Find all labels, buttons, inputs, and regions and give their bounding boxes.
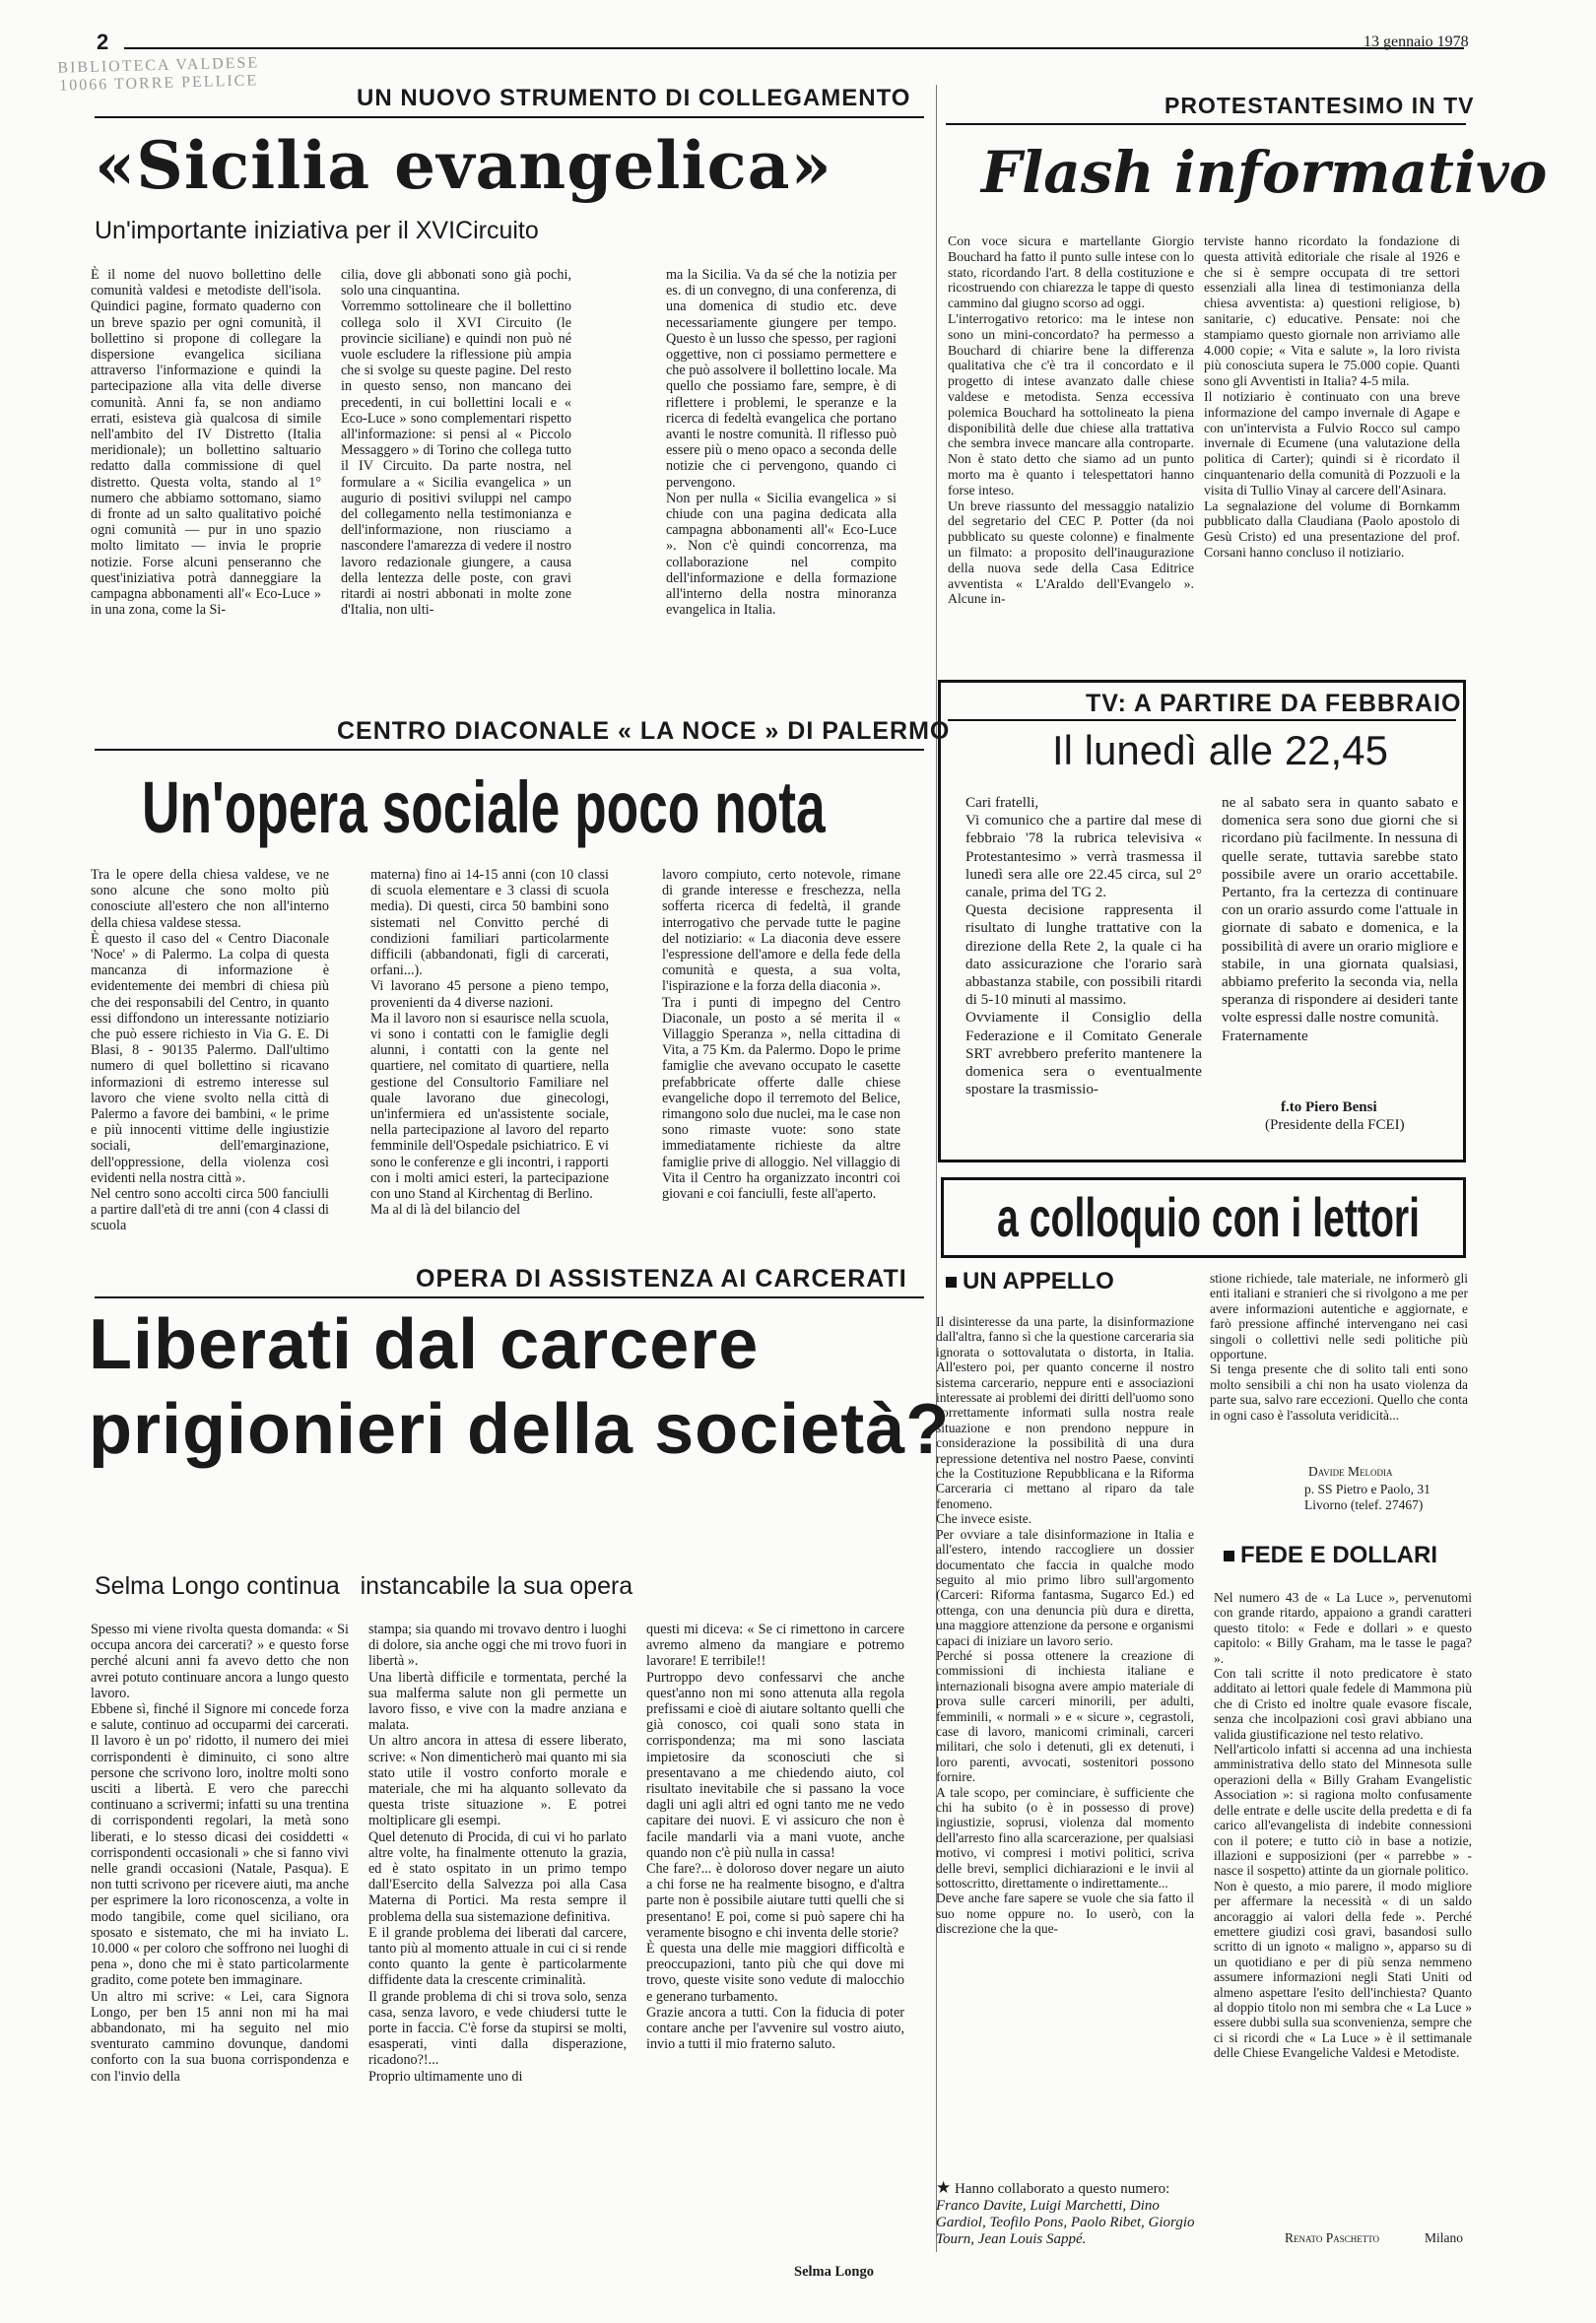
art3-column-1: Cari fratelli, Vi comunico che a partire dal mese di febbraio '78 la rubrica televisiva « Protestantesimo » verrà trasmessa il lunedì sera alle ore 22.45 circa, sul 2° canale, prima del TG 2. Questa decisione rappresenta il risultato di lunghe trattative con la direzione della Rete 2, la quale ci ha dato assicurazione che l'orario sarà abbastanza stabile, con possibili ritardi di 5-10 minuti al massimo. Ovviamente il Consiglio della Federazione e il Comitato Generale SRT avrebbero preferito mantenere la domenica sera o eventualmente spostare la trasmissio- xyxy=(965,794,1202,1098)
art3-signature: f.to Piero Bensi xyxy=(1281,1099,1377,1115)
appello-address-2: Livorno (telef. 27467) xyxy=(1304,1497,1424,1512)
art6-column-1: Spesso mi viene rivolta questa domanda: « Si occupa ancora dei carcerati? » e questo forse perché alcuni anni fa avevo detto che non avrei potuto continuare ancora a lungo questo lavoro. Ebbene sì, finché il Signore mi concede forza e salute, continuo ad occuparmi dei carcerati. Il lavoro è un po' ridotto, il numero dei miei corrispondenti è diminuito, ci sono altre persone che scrivono loro, inoltre molti sono usciti a libertà. E vero che parecchi continuano a scrivermi; infatti su una trentina di corrispondenti regolari, la metà sono liberati, e lo stesso dicasi dei cosiddetti « corrispondenti occasionali » che si fanno vivi nelle grandi occasioni (Natale, Pasqua). E non tutti scrivono per ricevere aiuti, ma anche per esprimere la loro riconoscenza, a volte in modo tangibile, come quel siciliano, ora sposato e sistemato, che mi ha inviato L. 10.000 « per coloro che soffrono nei luoghi di pena », dono che mi è stato particolarmente gradito, come potete ben immaginare. Un altro mi scrive: « Lei, cara Signora Longo, per ben 15 anni non mi ha mai abbandonato, mi ha seguito nel mio sventurato cammino dovunque, dandomi conforto con la sua buona corrispondenza e con l'invio della xyxy=(91,1622,349,2085)
art3-role: (Presidente della FCEI) xyxy=(1265,1117,1405,1133)
page-date: 13 gennaio 1978 xyxy=(1363,33,1469,50)
art6-column-2: stampa; sia quando mi trovavo dentro i luoghi di dolore, sia anche oggi che mi trovo fuori in libertà ». Una libertà difficile e tormentata, perché la sua malferma salute non gli permette un lavoro fisso, e vive con la madre anziana e malata. Un altro ancora in attesa di essere liberato, scrive: « Non dimenticherò mai quanto mi sia stato utile il vostro conforto morale e materiale, che mi ha alquanto sollevato da questa triste situazione ». E potrei moltiplicare gli esempi. Quel detenuto di Procida, di cui vi ho parlato altre volte, ha finalmente ottenuto la grazia, ed è stato ospitato in un primo tempo dall'Esercito della Salvezza poi alla Casa Materna di Portici. Ma resta sempre il problema della sua sistemazione definitiva. E il grande problema dei liberati dal carcere, tanto più al momento attuale in cui ci si rende conto quanto la gente è particolarmente diffidente data la crescente criminalità. Il grande problema di chi si trova solo, senza casa, senza lavoro, e vede chiudersi tutte le porte in faccia. C'è forse da stupirsi se molti, esasperati, vinti dalla disperazione, ricadono?!... Proprio ultimamente uno di xyxy=(368,1622,627,2085)
star-icon: ★ xyxy=(936,2178,952,2197)
appello-address-1: p. SS Pietro e Paolo, 31 xyxy=(1304,1482,1430,1496)
art1-title: «Sicilia evangelica» xyxy=(95,127,832,204)
art4-column-3: lavoro compiuto, certo notevole, rimane di grande interesse e freschezza, nella sofferta ricerca di fedeltà, il grande interrogativo che pervade tutte le pagine del notiziario: « La diaconia deve essere l'espressione dell'amore e della fede della comunità e questa, a sua volta, l'ispirazione e la forza della diaconia ». Tra i punti di impegno del Centro Diaconale, un posto a sé merita il « Villaggio Speranza », nella cittadina di Vita, a 75 Km. da Palermo. Dopo le prime famiglie che avevano occupato le casette prefabbricate offerte dalle chiese evangeliche dopo il terremoto del Belice, rimangono solo due nuclei, ma le case non sono rimaste vuote: sono state immediatamente richieste da altre famiglie prive di alloggio. Nel villaggio di Vita il Centro ha organizzato incontri coi giovani e coi fanciulli, feste all'aperto. xyxy=(662,867,900,1203)
fede-city: Milano xyxy=(1425,2230,1463,2245)
art6-kicker: OPERA DI ASSISTENZA AI CARCERATI xyxy=(416,1265,907,1293)
appello-author: Davide Melodia xyxy=(1308,1464,1393,1479)
art2-kicker: PROTESTANTESIMO IN TV xyxy=(1164,93,1475,118)
appello-column-2: stione richiede, tale materiale, ne informerò gli enti italiani e stranieri che si rivolgono a me per avere informazioni autentiche e aggiornate, e farò pressione affinché intervengano nei casi singoli o collettivi nelle sedi politiche più opportune. Si tenga presente che di solito tali enti sono molto sensibili a chi non ha usato violenza da parte sua, salvo rare eccezioni. Quello che conta in ogni caso è l'assoluta veridicità... xyxy=(1210,1271,1468,1423)
art2-column-1: Con voce sicura e martellante Giorgio Bouchard ha fatto il punto sulle intese con lo stato, ricordando l'art. 8 della costituzione e ricostruendo con chiarezza le tappe di questo cammino dal giugno scorso ad oggi. L'interrogativo retorico: ma le intese non sono un mini-concordato? ha permesso a Bouchard di chiarire bene la differenza qualitativa che c'è tra il concordato e il progetto di intese avanzato dalle chiese valdese e metodista. Senza eccessiva polemica Bouchard ha sottolineato la piena disponibilità delle due chiese alla trattativa che sembra invece mancare alla controparte. Non è stato detto che siamo ad un punto morto ma è quanto i telespettatori hanno forse inteso. Un breve riassunto del messaggio natalizio del segretario del CEC P. Potter (da noi pubblicato su queste colonne) e finalmente un filmato: a proposito dell'inaugurazione della nuova sede della Casa Editrice avventista « L'Araldo dell'Evangelo ». Alcune in- xyxy=(948,233,1194,607)
fede-author: Renato Paschetto xyxy=(1285,2230,1380,2245)
collab-label: Hanno collaborato a questo numero: xyxy=(955,2181,1170,2197)
fede-text: Nel numero 43 de « La Luce », pervenutomi con grande ritardo, appaiono a grandi caratteri questo titolo: « Fede e dollari » e questo capitolo: « Billy Graham, ma le tasse le paga? ». Con tali scritte il noto predicatore è stato additato ai lettori quale fedele di Mammona più che di Cristo ed inoltre quale evasore fiscale, senza che incolpazioni così gravi abbiano una valida giustificazione nel testo relativo. Nell'articolo infatti si accenna ad una inchiesta amministrativa dello stato del Minnesota sulle operazioni della « Billy Graham Evangelistic Association »: si ragiona molto confusamente delle entrate e delle uscite della predetta e di fa carico all'evangelista di indebite connessioni con il potere; e tutto ciò in base a notizie, illazioni e supposizioni (per « parrebbe » - nasce il sospetto) attinte da un giornale politico. Non è questo, a mio parere, il modo migliore per affermare la necessità « di un saldo ancoraggio ai valori della fede ». Perché emettere giudizi così gravi, basandosi sullo scritto di un ignoto « maligno », apparso su di un quotidiano e per di più senza nemmeno assumere informazioni negli Stati Uniti od almeno aspettare l'esito dell'inchiesta? Quanto al doppio titolo non mi sembra che « La Luce » essere dubbi sulla sua sconvenienza, sempre che ci si ricordi che « La Luce » è il settimanale delle Chiese Evangeliche Valdesi e Metodiste. xyxy=(1214,1590,1472,2061)
art4-title: Un'opera sociale poco nota xyxy=(142,766,826,848)
art1-subtitle: Un'importante iniziativa per il XVICircuito xyxy=(95,217,539,244)
art1-column-2: cilia, dove gli abbonati sono già pochi, solo una cinquantina. Vorremmo sottolineare che il bollettino collega solo il XVI Circuito (le provincie siciliane) e quindi non può né vuole escludere la riflessione più ampia che si svolge su queste pagine. Del resto in questo senso, non mancano dei precedenti, in cui bollettini locali e « Eco-Luce » sono complementari rispetto all'informazione: si pensi al « Piccolo Messaggero » di Torino che collega tutto il IV Circuito. Da parte nostra, nel formulare a « Sicilia evangelica » un augurio di positivi sviluppi nel campo del collegamento nella testimonianza e dell'informazione, non riusciamo a nascondere l'amarezza di vedere il nostro lavoro redazionale giungere, a causa della lentezza delle poste, con gravi ritardi ai nostri abbonati in molte zone d'Italia, non ulti- xyxy=(341,267,571,619)
art4-kicker: CENTRO DIACONALE « LA NOCE » DI PALERMO xyxy=(337,717,951,745)
art6-signature: Selma Longo xyxy=(794,2264,874,2280)
art1-rule xyxy=(95,116,924,118)
square-bullet-icon xyxy=(1224,1551,1234,1561)
page-number: 2 xyxy=(97,30,109,54)
art2-rule xyxy=(946,123,1466,125)
art6-title-line-1: Liberati dal carcere xyxy=(89,1305,760,1384)
art3-kicker: TV: A PARTIRE DA FEBBRAIO xyxy=(1086,690,1462,717)
art1-kicker: UN NUOVO STRUMENTO DI COLLEGAMENTO xyxy=(357,85,911,111)
fede-title: FEDE E DOLLARI xyxy=(1240,1542,1438,1568)
art2-title: Flash informativo xyxy=(981,139,1548,206)
art3-column-2: ne al sabato sera in quanto sabato e domenica sera sono due giorni che si ricordano più facilmente. In nessuna di quelle serate, tuttavia sarebbe stato possibile avere un orario accettabile. Pertanto, fra la certezza di continuare con un orario assurdo come l'attuale in giornate di sabato e domenica, e la possibilità di avere un orario migliore e stabile, in una giornata qualsiasi, abbiamo preferito la seconda via, nella speranza di rispondere ai desideri tante volte espressi dalle nostre comunità. Fraternamente xyxy=(1222,794,1458,1044)
art4-column-2: materna) fino ai 14-15 anni (con 10 classi di scuola elementare e 3 classi di scuola media). Di questi, circa 50 bambini sono sistemati nel Convitto perché di condizioni familiari particolarmente difficili (abbandonati, figli di carcerati, orfani...). Vi lavorano 45 persone a pieno tempo, provenienti da 4 diverse nazioni. Ma il lavoro non si esaurisce nella scuola, vi sono i contatti con le famiglie degli alunni, i contatti con la gente nel quartiere, nel comitato di quartiere, nella gestione del Consultorio Familiare nel quale lavorano due ginecologi, un'infermiera ed un'assistente sociale, nella partecipazione al lavoro del reparto femminile dell'Ospedale psichiatrico. E vi sono le conferenze e gli incontri, i rapporti con i molti amici esteri, la partecipazione con uno Stand al Kirchentag di Berlino. Ma al di là del bilancio del xyxy=(370,867,609,1219)
art4-rule xyxy=(95,749,924,751)
appello-title: UN APPELLO xyxy=(963,1268,1114,1294)
header-rule xyxy=(124,47,1464,49)
collab-names: Franco Davite, Luigi Marchetti, Dino Gardiol, Teofilo Pons, Paolo Ribet, Giorgio Tourn, Jean Louis Sappé. xyxy=(936,2198,1195,2247)
art6-title-line-2: prigionieri della società? xyxy=(89,1390,951,1469)
library-stamp: BIBLIOTECA VALDESE 10066 TORRE PELLICE xyxy=(57,54,260,95)
art3-title: Il lunedì alle 22,45 xyxy=(1052,727,1388,773)
square-bullet-icon xyxy=(946,1277,957,1288)
art1-column-1: È il nome del nuovo bollettino delle comunità valdesi e metodiste dell'isola. Quindici pagine, formato quaderno con un breve spazio per ogni comunità, il bollettino si propone di collegare la dispersione evangelica siciliana attraverso l'informazione e quindi la partecipazione alla vita delle diverse comunità. Anni fa, se non andiamo errati, esisteva già qualcosa di simile nell'ambito del IV Distretto (Italia meridionale); un bollettino saltuario redatto dalla commissione di quel distretto. Questa volta, stando al 1° numero che abbiamo sottomano, siamo di fronte ad un salto qualitativo poiché ogni comunità — pur in uno spazio molto limitato — invia le proprie notizie. Forse alcuni penseranno che quest'iniziativa potrà danneggiare la campagna abbonamenti all'« Eco-Luce » in una zona, come la Si- xyxy=(91,267,321,619)
art4-column-1: Tra le opere della chiesa valdese, ve ne sono alcune che sono molto più conosciute all'estero che non all'interno della chiesa valdese stessa. È questo il caso del « Centro Diaconale 'Noce' » di Palermo. La colpa di questa mancanza di informazione è evidentemente dei membri di chiesa più che dei responsabili del Centro, in quanto essi diffondono un interessante notiziario che può essere richiesto in Via G. E. Di Blasi, 8 - 90135 Palermo. Dall'ultimo numero di quel bollettino si ricavano informazioni di estremo interesse sul lavoro che viene svolto nella città di Palermo a favore dei bambini, « le prime e più innocenti vittime delle ingiustizie sociali, dell'emarginazione, dell'oppressione, della violenza così evidenti nella nostra città ». Nel centro sono accolti circa 500 fanciulli a partire dall'età di tre anni (con 4 classi di scuola xyxy=(91,867,329,1234)
art5-title: a colloquio con i lettori xyxy=(997,1186,1421,1248)
art2-column-2: terviste hanno ricordato la fondazione di questa attività editoriale che risale al 1926 e che si è sempre occupata di tre settori essenziali alla linea di testimonianza della chiesa avventista: a) questioni religiose, b) sanitarie, c) educative. Pensate: noi che stampiamo questo giornale non arriviamo alle 4.000 copie; « Vita e salute », la loro rivista più conosciuta supera le 75.000 copie. Quanti sono gli Avventisti in Italia? 4-5 mila. Il notiziario è continuato con una breve informazione del campo invernale di Agape e con un'intervista a Fulvio Rocco sul campo invernale di Ecumene (una valutazione della politica di Carter); quindi si è ricordato il cinquantenario della comunità di Pozzuoli e la visita di Tullio Vinay al carcere dell'Asinara. La segnalazione del volume di Bornkamm pubblicato dalla Claudiana (Paolo apostolo di Gesù Cristo) ed una presentazione del prof. Corsani hanno concluso il notiziario. xyxy=(1204,233,1460,560)
collaborators-note xyxy=(936,2179,1202,2248)
fede-heading xyxy=(1224,1542,1437,1569)
art3-rule xyxy=(948,719,1456,721)
appello-heading xyxy=(946,1268,1114,1295)
art1-column-3: ma la Sicilia. Va da sé che la notizia per es. di un convegno, di una conferenza, di una domenica di studio etc. deve necessariamente giungere per tempo. Questo è un lusso che spesso, per ragioni oggettive, non ci possiamo permettere e che può assolvere il bollettino locale. Ma quello che possiamo fare, sempre, è di riflettere i problemi, le speranze e la ricerca di fedeltà evangelica che portano avanti le nostre comunità. Il riflesso può essere più o meno opaco a seconda delle notizie che ci pervengono, quando ci pervengono. Non per nulla « Sicilia evangelica » si chiude con una pagina dedicata alla campagna abbonamenti all'« Eco-Luce ». Non c'è quindi concorrenza, ma collaborazione nel compito dell'informazione e della formazione all'interno della nostra minoranza evangelica in Italia. xyxy=(666,267,897,619)
art6-rule xyxy=(95,1296,924,1298)
art6-subtitle: Selma Longo continua instancabile la sua opera xyxy=(95,1572,633,1600)
art6-column-3: questi mi diceva: « Se ci rimettono in carcere avremo almeno da mangiare e potremo lavorare! E terribile!! Purtroppo devo confessarvi che anche quest'anno non mi sono attenuta alla regola prefissami e cioè di aiutare soltanto quelli che già conosco, coi quali sono stata in corrispondenza; ma mi sono lasciata impietosire da sconosciuti che si presentavano a me chiedendo aiuto, col risultato inevitabile che si passano la voce dagli uni agli altri ed ogni tanto me ne vedo capitare dei nuovi. E vi assicuro che non è facile mandarli via a mani vuote, anche quando non c'è più nulla in cassa! Che fare?... è doloroso dover negare un aiuto a chi forse ne ha realmente bisogno, e d'altra parte non è possibile aiutare tutti quelli che si presentano! E poi, come si può sapere chi ha veramente bisogno e chi inventa delle storie? È questa una delle mie maggiori difficoltà e preoccupazioni, tanto più che qui dove mi trovo, queste visite sono vedute di malocchio e generano turbamento. Grazie ancora a tutti. Con la fiducia di poter contare anche per l'avvenire sul vostro aiuto, invio a tutti il mio fraterno saluto. xyxy=(646,1622,904,2053)
appello-column-1: Il disinteresse da una parte, la disinformazione dall'altra, fanno sì che la questione carceraria sia ignorata o sottovalutata o distorta, in Italia. All'estero poi, per quanto concerne il nostro sistema carcerario, neppure enti e associazioni interessate ai problemi dei diritti dell'uomo sono correttamente informati sulla nostra reale situazione e non prendono neppure in considerazione la possibilità di una dura repressione detentiva nel nostro Paese, convinti che la Costituzione Repubblicana e la Riforma Carceraria ci mettano al riparo da tale fenomeno. Che invece esiste. Per ovviare a tale disinformazione in Italia e all'estero, intendo raccogliere un dossier documentato che faccia in qualche modo seguito al mio primo libro sull'argomento (Carceri: Riforma fantasma, Sugarco Ed.) ed ottenga, con una denuncia più dura e diretta, una maggiore attenzione da persone e organismi capaci di iniziare un lavoro serio. Perché si possa ottenere la creazione di commissioni di inchiesta italiane e internazionali bisogna avere ampio materiale di prova sulle carceri minorili, per adulti, femminili, « normali » e « sicure », cegrastoli, case di lavoro, manicomi criminali, carceri militari, che solo i detenuti, gli ex detenuti, i loro parenti, avvocati, sostenitori possono fornire. A tale scopo, per cominciare, è sufficiente che chi ha subito (o è in possesso di prove) ingiustizie, soprusi, violenza dal momento dell'arresto fino alla scarcerazione, per qualsiasi motivo, vi compresi i motivi politici, scriva delle brevi, semplici dichiarazioni e le invii al sottoscritto, direttamente o indirettamente... Deve anche fare sapere se vuole che sia fatto il suo nome oppure no. Io userò, con la discrezione che la que- xyxy=(936,1314,1194,1937)
